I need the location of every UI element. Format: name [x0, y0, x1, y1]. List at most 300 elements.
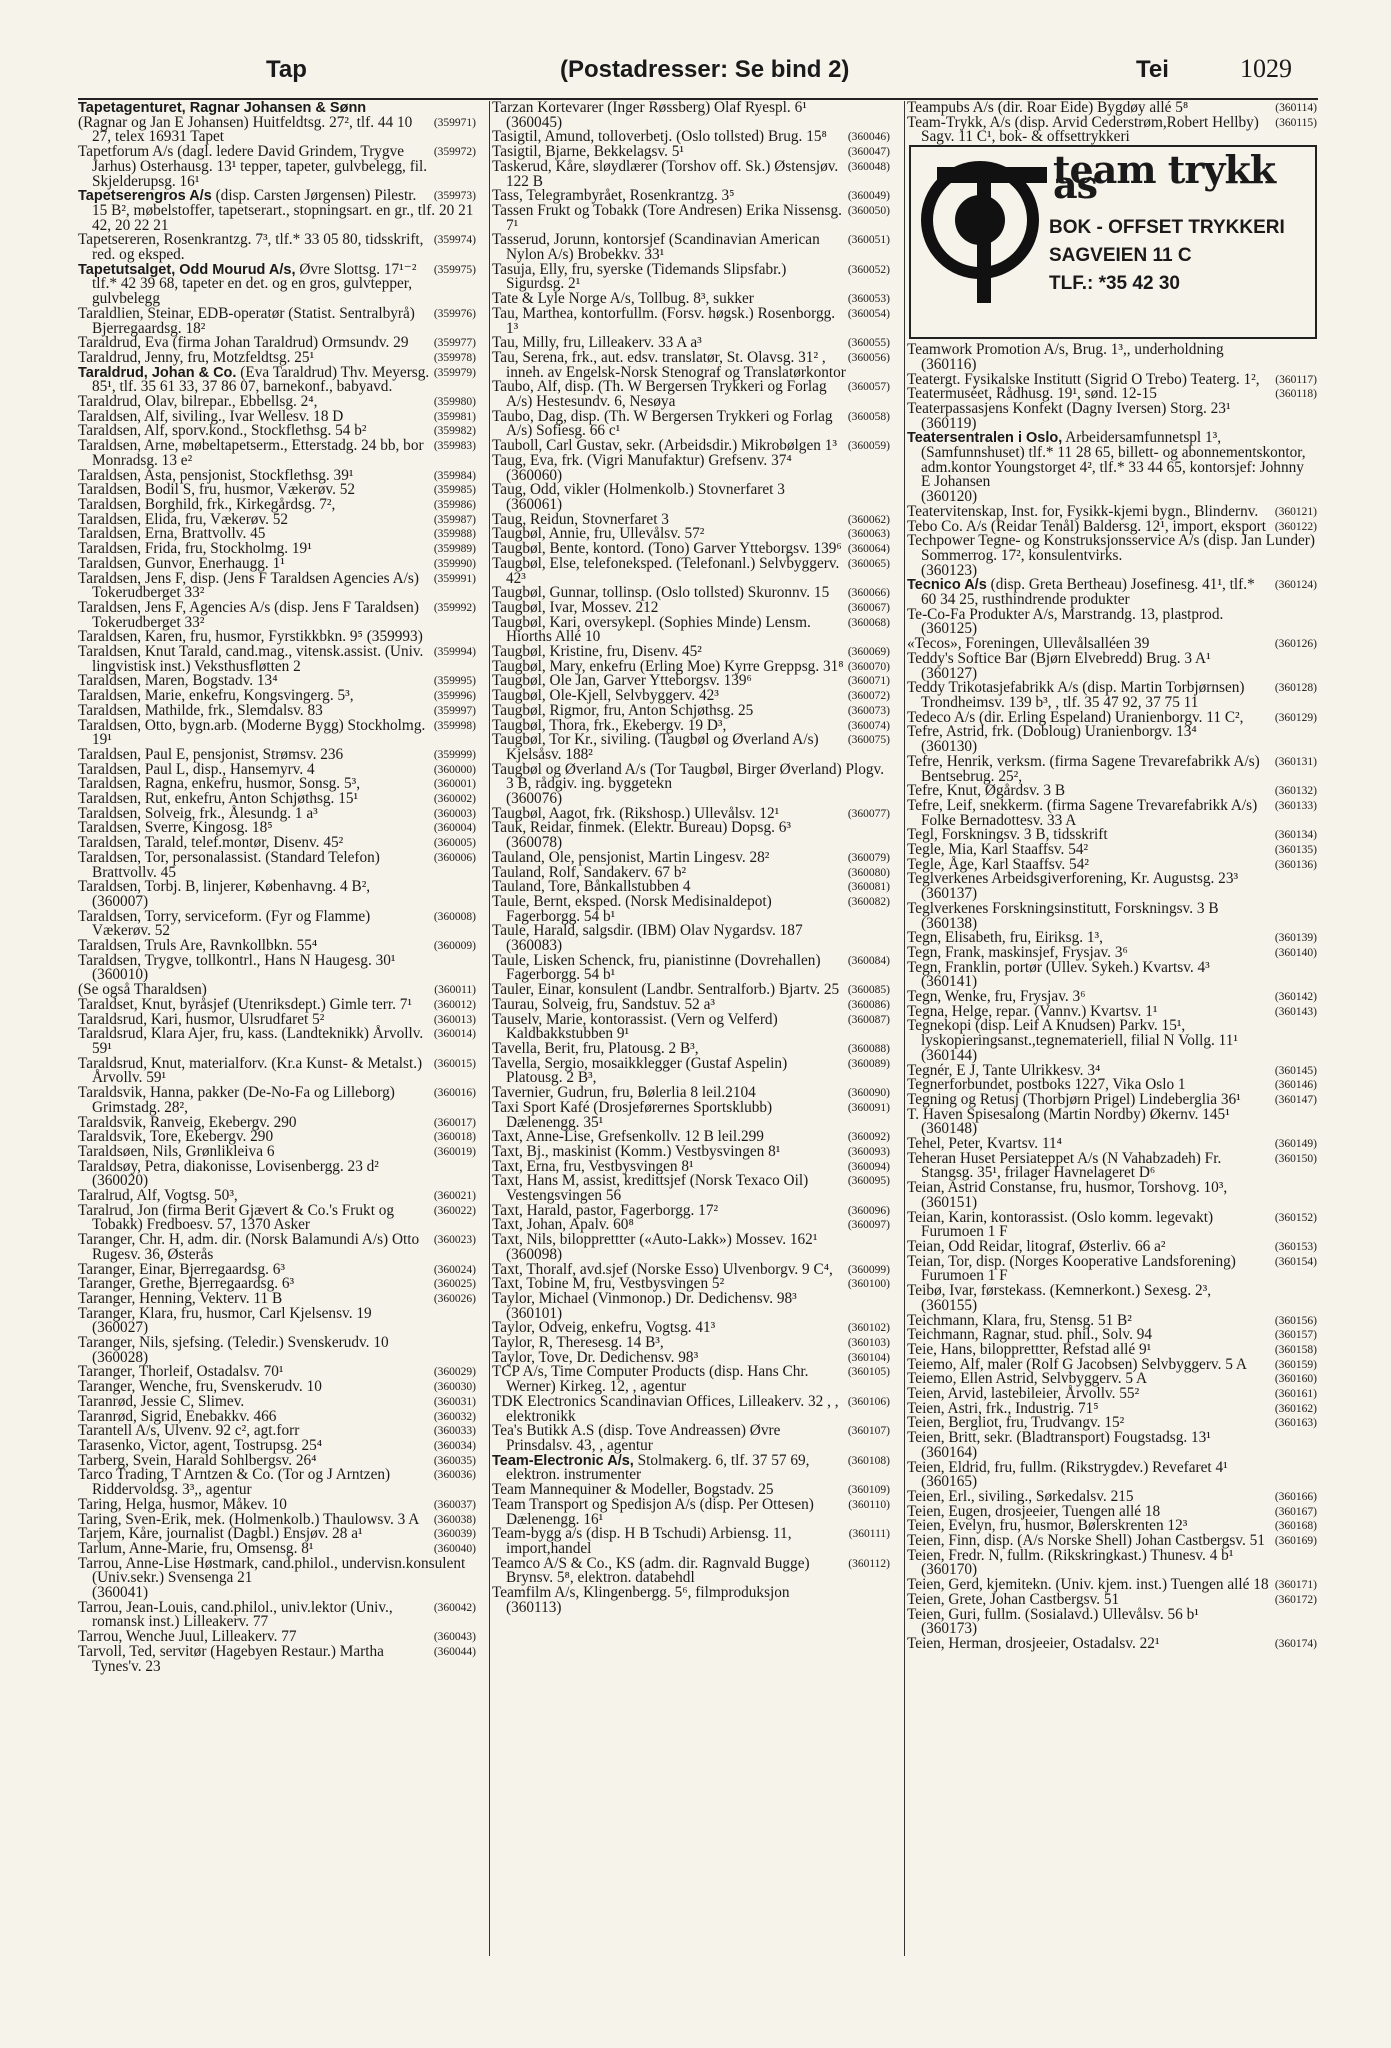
entry-number: (360133): [1274, 799, 1317, 812]
header-left-guideword: Tap: [266, 56, 307, 83]
entry-name: Teatervitenskap, Inst. for, Fysikk-kjemi bygn., Blindernv.: [907, 502, 1259, 520]
directory-entry: [907, 1634, 1317, 1652]
entry-number: (360048): [847, 160, 890, 173]
directory-entry: [492, 951, 890, 984]
entry-number: (360094): [847, 1160, 890, 1173]
directory-entry: [492, 1451, 890, 1484]
entry-name: Teheran Huset Persiateppet A/s (N Vahabzadeh) Fr. Stangsg. 35¹, frilager Havnelageret D⁶: [907, 1149, 1222, 1182]
entry-name: Tauselv, Marie, kontorassist. (Vern og Velferd) Kaldbakkstubben 9¹: [492, 1010, 778, 1043]
entry-number: (360066): [847, 587, 890, 600]
column-divider: [904, 101, 905, 1956]
entry-number: (360147): [1274, 1093, 1317, 1106]
entry-number: (360064): [847, 543, 890, 556]
entry-name: Taraldsen, Paul E, pensjonist, Strømsv. 236: [78, 745, 344, 763]
ad-line-3: TLF.: *35 42 30: [1049, 273, 1180, 295]
entry-number: (359994): [433, 646, 476, 659]
entry-name: (360138): [921, 914, 978, 932]
entry-number: (360108): [847, 1454, 890, 1467]
entry-number: (359976): [433, 307, 476, 320]
directory-entry: [492, 348, 890, 381]
entry-number: (360019): [433, 1145, 476, 1158]
entry-name: Taralrud, Jon (firma Berit Gjævert & Co.'s Frukt og Tobakk) Fredboesv. 57, 1370 Asker: [78, 1201, 395, 1234]
entry-number: (360093): [847, 1145, 890, 1158]
entry-name: Taraldsen, Maren, Bogstadv. 13⁴: [78, 672, 278, 690]
entry-number: (360099): [847, 1263, 890, 1276]
entry-name: Teien, Eugen, drosjeeier, Tuengen allé 18: [907, 1502, 1161, 1520]
ad-line-2: SAGVEIEN 11 C: [1049, 245, 1192, 267]
directory-entry: [907, 113, 1317, 146]
entry-name: Tapetagenturet, Ragnar Johansen & Sønn: [78, 101, 367, 116]
entry-number: (360008): [433, 910, 476, 923]
entry-name: Teien, Finn, disp. (A/s Norske Shell) Johan Castbergsv. 51: [907, 1532, 1265, 1550]
entry-name: Taug, Eva, frk. (Vigri Manufaktur) Grefsenv. 37⁴: [492, 451, 792, 469]
directory-entry: [492, 201, 890, 234]
entry-name: Taranrød, Jessie C, Slimev.: [78, 1392, 245, 1410]
entry-name: Taraldsen, Alf, siviling., Ivar Wellesv. 18 D: [78, 407, 344, 425]
entry-number: (360128): [1274, 682, 1317, 695]
entry-name: (360170): [921, 1561, 978, 1579]
entry-name: Taraldsen, Marie, enkefru, Kongsvingerg. 5³,: [78, 687, 354, 705]
entry-name: Techpower Tegne- og Konstruksjonsservice A/s (disp. Jan Lunder) Sommerrog. 17², konsulentvirks.: [907, 532, 1315, 564]
entry-name: Teian, Odd Reidar, litograf, Østerliv. 66 a²: [907, 1238, 1166, 1255]
directory-entry: [492, 1495, 890, 1528]
entry-name: (360041): [92, 1584, 149, 1602]
entry-number: (360158): [1274, 1343, 1317, 1356]
entry-number: (360146): [1274, 1079, 1317, 1092]
entry-name: Taranger, Nils, sjefsing. (Teledir.) Svenskerudv. 10: [78, 1334, 389, 1352]
entry-details: Stolmakerg. 6, tlf. 37 57 69, elektron. instrumenter: [506, 1451, 810, 1484]
entry-name: Taxt, Hans M, assist, kredittsjef (Norsk Texaco Oil) Vestengsvingen 56: [492, 1172, 809, 1205]
entry-name: Taubo, Dag, disp. (Th. W Bergersen Trykkeri og Forlag A/s) Sofiesg. 66 c¹: [492, 407, 833, 440]
entry-name: Tauland, Ole, pensjonist, Martin Lingesv. 28²: [492, 848, 770, 866]
directory-entry: [492, 733, 890, 762]
entry-number: (360084): [847, 954, 890, 967]
entry-name: Taraldsen, Tor, personalassist. (Standard Telefon) Brattvollv. 45: [78, 848, 380, 881]
entry-number: (360154): [1274, 1255, 1317, 1268]
entry-name: (360173): [921, 1620, 978, 1638]
entry-number: (360118): [1275, 388, 1317, 401]
entry-name: Taraldsen, Rut, enkefru, Anton Schjøthsg. 15¹: [78, 790, 359, 808]
entry-name: (360078): [506, 834, 563, 852]
entry-number: (360160): [1274, 1373, 1317, 1386]
entry-number: (360005): [433, 837, 476, 850]
entry-name: Taranger, Chr. H, adm. dir. (Norsk Balamundi A/s) Otto Rugesv. 36, Østerås: [78, 1231, 420, 1263]
entry-name: Taraldsrud, Klara Ajer, fru, kass. (Landteknikk) Årvollv. 59¹: [78, 1025, 424, 1057]
entry-name: (360098): [506, 1245, 563, 1263]
entry-name: Teamco A/S & Co., KS (adm. dir. Ragnvald Bugge) Brynsv. 5⁸, elektron. databehdl: [492, 1554, 810, 1587]
entry-number: (360169): [1274, 1535, 1317, 1548]
entry-name: Teien, Arvid, lastebileier, Årvollv. 55²: [907, 1385, 1140, 1403]
entry-name: Teien, Grete, Johan Castbergsv. 51: [907, 1590, 1120, 1608]
entry-number: (360088): [847, 1043, 890, 1055]
directory-entry: [492, 407, 890, 440]
entry-name: Taug, Odd, vikler (Holmenkolb.) Stovnerfaret 3: [492, 481, 785, 499]
entry-name: Taugbøl, Annie, fru, Ullevålsv. 57²: [492, 525, 705, 543]
directory-entry: [492, 1098, 890, 1131]
directory-entry: [492, 1527, 890, 1556]
entry-details: Arbeidersamfunnetspl 1³, (Samfunnshuset) tlf.* 11 28 65, billett- og abonnementskontor, adm.kontor Youngstorget 4², tlf.* 33 44 65, kontorsjef: Johnny E Johansen: [921, 429, 1306, 491]
entry-name: (360119): [921, 414, 977, 432]
entry-name: Taraldsen, Paul L, disp., Hansemyrv. 4: [78, 760, 315, 778]
entry-details: Øvre Slottsg. 17¹⁻² tlf.* 42 39 68, tapeter en det. og en gros, gulvtepper, gulvbelegg: [92, 260, 417, 308]
directory-entry: [492, 1554, 890, 1587]
entry-number: (360033): [433, 1425, 476, 1438]
logo-t-stem: [977, 183, 991, 303]
entry-name: (360155): [921, 1296, 978, 1314]
entry-name: (360141): [921, 973, 978, 991]
entry-name: Tegle, Mia, Karl Staaffsv. 54²: [907, 841, 1089, 859]
entry-number: (360081): [847, 881, 890, 894]
entry-name: Teamwork Promotion A/s, Brug. 1³,, underholdning: [907, 341, 1224, 359]
entry-name: Tegn, Frank, maskinsjef, Frysjav. 3⁶: [907, 943, 1128, 961]
entry-name: Taraldsen, Jens F, Agencies A/s (disp. Jens F Taraldsen) Tokerudberget 33²: [78, 598, 419, 631]
entry-number: (359978): [433, 351, 476, 364]
directory-entry: [78, 113, 476, 146]
entry-name: Taraldsen, Bodil S, fru, husmor, Vækerøv. 52: [78, 481, 356, 499]
entry-name: Tegna, Helge, repar. (Vannv.) Kvartsv. 1¹: [907, 1002, 1158, 1020]
entry-number: (359998): [433, 719, 476, 732]
entry-name: TCP A/s, Time Computer Products (disp. Hans Chr. Werner) Kirkeg. 12, , agentur: [492, 1363, 809, 1396]
entry-number: (359973): [433, 190, 476, 203]
entry-number: (359979): [433, 366, 476, 379]
entry-name: Taugbøl, Tor Kr., siviling. (Taugbøl og Øverland A/s) Kjelsåsv. 188²: [492, 731, 819, 763]
team-trykk-advertisement: [909, 145, 1317, 339]
directory-entry: [492, 613, 890, 646]
entry-number: (360171): [1274, 1579, 1317, 1592]
entry-name: Taraldsen, Alf, sporv.kond., Stockflethsg. 54 b²: [78, 422, 367, 440]
entry-number: (360068): [847, 616, 890, 629]
entry-name: Teamfilm A/s, Klingenbergg. 5⁶, filmproduksjon: [492, 1584, 790, 1602]
page-number: 1029: [1240, 54, 1292, 83]
entry-name: Tavella, Sergio, mosaikklegger (Gustaf Aspelin) Platousg. 2 B³,: [492, 1054, 788, 1087]
entry-number: (360018): [433, 1131, 476, 1144]
directory-entry: [492, 760, 890, 793]
entry-name: Taranger, Henning, Vekterv. 11 B: [78, 1289, 283, 1307]
directory-entry: [78, 1468, 476, 1497]
entry-name: Tegl, Forskningsv. 3 B, tidsskrift: [907, 826, 1108, 844]
entry-number: (360071): [847, 675, 890, 688]
directory-entry: [78, 1598, 476, 1631]
entry-number: (359995): [433, 675, 476, 688]
directory-entry: [78, 439, 476, 468]
entry-number: (360157): [1274, 1329, 1317, 1342]
entry-name: Tasuja, Elly, fru, syerske (Tidemands Slipsfabr.) Sigurdsg. 2¹: [492, 260, 787, 293]
entry-name: Tegn, Franklin, portør (Ullev. Sykeh.) Kvartsv. 4³: [907, 958, 1210, 976]
directory-entry: [492, 892, 890, 925]
entry-name: Taugbøl, Thora, frk., Ekebergv. 19 D³,: [492, 716, 727, 734]
entry-number: (359980): [433, 396, 476, 409]
directory-entry: [907, 1149, 1317, 1182]
logo-t-bar: [937, 167, 1047, 183]
entry-number: (360062): [847, 513, 890, 526]
entry-name: Tapetsereren, Rosenkrantzg. 7³, tlf.* 33 05 80, tidsskrift, red. og eksped.: [78, 231, 424, 264]
entry-number: (360035): [433, 1454, 476, 1467]
entry-name: Tecnico A/s: [907, 577, 987, 594]
entry-number: (360052): [847, 263, 890, 276]
entry-name: Taraldrud, Johan & Co.: [78, 364, 237, 381]
entry-name: Taugbøl, Rigmor, fru, Anton Schjøthsg. 25: [492, 701, 754, 719]
entry-name: Teian, Tor, disp. (Norges Kooperative Landsforening) Furumoen 1 F: [907, 1252, 1236, 1285]
entry-number: (360090): [847, 1087, 890, 1100]
entry-number: (360087): [847, 1013, 890, 1026]
entry-name: Teddy's Softice Bar (Bjørn Elvebredd) Brug. 3 A¹: [907, 649, 1211, 667]
directory-entry: [907, 1252, 1317, 1285]
entry-name: Teie, Hans, bilopprettter, Refstad allé 9¹: [907, 1340, 1152, 1358]
entry-number: (360009): [433, 940, 476, 953]
entry-name: Taugbøl og Øverland A/s (Tor Taugbøl, Birger Øverland) Plogv. 3 B, rådgiv. ing. byggetekn: [492, 760, 885, 793]
entry-name: Tauler, Einar, konsulent (Landbr. Sentralforb.) Bjartv. 25: [492, 981, 840, 999]
entry-name: Taugbøl, Else, telefoneksped. (Telefonanl.) Selvbyggerv. 42³: [492, 554, 840, 587]
entry-name: Taule, Lisken Schenck, fru, pianistinne (Dovrehallen) Fagerborgg. 54 b¹: [492, 951, 821, 984]
entry-name: Taylor, Odveig, enkefru, Vogtsg. 41³: [492, 1319, 716, 1337]
directory-entry: [492, 1054, 890, 1087]
entry-number: (360097): [847, 1219, 890, 1232]
entry-name: Te-Co-Fa Produkter A/s, Marstrandg. 13, plastprod.: [907, 605, 1224, 623]
entry-number: (360067): [847, 601, 890, 614]
entry-name: Tefre, Knut, Øgårdsv. 3 B: [907, 782, 1066, 800]
entry-name: Taraldsen, Tarald, telef.montør, Disenv. 45²: [78, 834, 344, 852]
entry-name: Tauland, Tore, Bånkallstubben 4: [492, 878, 691, 896]
entry-name: Teichmann, Klara, fru, Stensg. 51 B²: [907, 1311, 1132, 1329]
entry-name: (360120): [921, 488, 978, 506]
entry-number: (360051): [847, 234, 890, 247]
entry-name: Taraldsrud, Kari, husmor, Ulsrudfaret 5²: [78, 1010, 325, 1028]
entry-name: Taraldsen, Asta, pensjonist, Stockflethsg. 39¹: [78, 466, 354, 484]
entry-name: Taranger, Grethe, Bjerregaardsg. 6³: [78, 1275, 295, 1293]
entry-name: Taraldlien, Steinar, EDB-operatør (Statist. Sentralbyrå) Bjerregaardsg. 18²: [78, 304, 415, 337]
entry-name: Taule, Bernt, eksped. (Norsk Medisinaldepot) Fagerborgg. 54 b¹: [492, 892, 772, 925]
column-3-top-entries: [907, 101, 1317, 145]
entry-name: Taraldsen, Erna, Brattvollv. 45: [78, 525, 266, 543]
entry-number: (360016): [433, 1087, 476, 1100]
entry-name: Taraldsen, Jens F, disp. (Jens F Taraldsen Agencies A/s) Tokerudberget 33²: [78, 569, 419, 602]
entry-number: (360021): [433, 1190, 476, 1203]
entry-number: (359999): [433, 748, 476, 761]
entry-name: (360113): [506, 1598, 562, 1616]
entry-name: Teatermuséet, Rådhusg. 19¹, sønd. 12-15: [907, 385, 1157, 403]
entry-number: (360059): [847, 440, 890, 453]
directory-entry: [492, 380, 890, 409]
entry-name: Taylor, Tove, Dr. Dedichensv. 98³: [492, 1348, 699, 1366]
directory-entry: [78, 1054, 476, 1087]
entry-number: (360031): [433, 1395, 476, 1408]
entry-name: Taraldsvik, Ranveig, Ekebergv. 290: [78, 1113, 297, 1131]
entry-name: Tarzan Kortevarer (Inger Røssberg) Olaf Ryespl. 6¹: [492, 101, 807, 116]
directory-entry: [78, 233, 476, 262]
entry-name: Tauboll, Carl Gustav, sekr. (Arbeidsdir.) Mikrobølgen 1³: [492, 437, 837, 455]
entry-name: Teien, Bergliot, fru, Trudvangv. 15²: [907, 1414, 1125, 1432]
entry-name: (360165): [921, 1473, 978, 1491]
entry-name: Team Transport og Spedisjon A/s (disp. Per Ottesen) Dælenengg. 16¹: [492, 1495, 814, 1528]
entry-number: (360006): [433, 851, 476, 864]
entry-number: (360100): [847, 1278, 890, 1291]
entry-name: Taraldsen, Sverre, Kingosg. 18⁵: [78, 819, 273, 837]
entry-name: (360060): [506, 466, 563, 484]
entry-number: (360026): [433, 1292, 476, 1305]
entry-name: Tarrou, Anne-Lise Høstmark, cand.philol., undervisn.konsulent (Univ.sekr.) Svensenga 21: [78, 1554, 466, 1587]
entry-name: Tavernier, Gudrun, fru, Bølerlia 8 leil.2104: [492, 1084, 756, 1102]
entry-number: (360168): [1274, 1520, 1317, 1533]
entry-name: Tarantell A/s, Ulvenv. 92 c², agt.forr: [78, 1422, 300, 1440]
entry-name: Team-bygg a/s (disp. H B Tschudi) Arbiensg. 11, import,handel: [492, 1525, 792, 1557]
entry-name: Tarjem, Kåre, journalist (Dagbl.) Ensjøv. 28 a¹: [78, 1525, 363, 1543]
entry-number: (360086): [847, 998, 890, 1011]
entry-name: Taraldsen, Karen, fru, husmor, Fyrstikkbkn. 9⁵ (359993): [78, 628, 423, 646]
entry-name: Tasigtil, Bjarne, Bekkelagsv. 5¹: [492, 143, 684, 161]
entry-number: (360024): [433, 1263, 476, 1276]
entry-name: Taraldsen, Mathilde, frk., Slemdalsv. 83: [78, 701, 323, 719]
entry-name: Taugbøl, Ole Jan, Garver Ytteborgsv. 139⁶: [492, 672, 752, 690]
entry-name: Taraldsøy, Petra, diakonisse, Lovisenbergg. 23 d²: [78, 1157, 379, 1175]
entry-name: Taraldsvik, Hanna, pakker (De-No-Fa og Lilleborg) Grimstadg. 28²,: [78, 1084, 395, 1116]
entry-number: (360156): [1274, 1314, 1317, 1327]
entry-number: (360001): [433, 778, 476, 791]
entry-name: Taug, Reidun, Stovnerfaret 3: [492, 510, 669, 528]
entry-name: Tauk, Reidar, finmek. (Elektr. Bureau) Dopsg. 6³: [492, 819, 791, 837]
entry-name: Taraldsen, Ragna, enkefru, husmor, Sonsg. 5³,: [78, 775, 361, 793]
entry-name: (360164): [921, 1443, 978, 1461]
entry-number: (360139): [1274, 932, 1317, 945]
column-3: [907, 101, 1317, 1956]
entry-name: (360130): [921, 738, 978, 756]
directory-entry: [907, 534, 1317, 563]
entry-name: Tarvoll, Ted, servitør (Hagebyen Restaur.) Martha Tynes'v. 23: [78, 1642, 384, 1675]
entry-name: Taring, Helga, husmor, Måkev. 10: [78, 1495, 287, 1513]
entry-name: TDK Electronics Scandinavian Offices, Lilleakerv. 32 , , elektronikk: [492, 1392, 839, 1425]
directory-entry: [78, 598, 476, 631]
entry-name: (360061): [506, 495, 563, 513]
entry-name: Teien, Evelyn, fru, husmor, Bølerskrenten 12³: [907, 1517, 1188, 1535]
entry-number: (360073): [847, 704, 890, 717]
directory-entry: [78, 645, 476, 674]
entry-name: Teien, Eldrid, fru, fullm. (Rikstrygdev.) Revefaret 4¹: [907, 1458, 1228, 1476]
entry-number: (360058): [847, 410, 890, 423]
entry-name: Tebo Co. A/s (Reidar Tenål) Baldersg. 12¹, import, eksport: [907, 517, 1267, 535]
directory-entry: [78, 716, 476, 749]
entry-number: (360166): [1274, 1490, 1317, 1503]
directory-entry: [78, 1642, 476, 1675]
entry-name: Taraldsen, Otto, bygn.arb. (Moderne Bygg) Stockholmg. 19¹: [78, 716, 426, 749]
entry-name: Teien, Gerd, kjemitekn. (Univ. kjem. inst.) Tuengen allé 18: [907, 1576, 1269, 1594]
entry-number: (360080): [847, 866, 890, 879]
directory-entry: [492, 233, 890, 262]
column-3-entries: [907, 343, 1317, 1652]
entry-number: (360011): [434, 984, 476, 997]
entry-number: (360054): [847, 307, 890, 320]
entry-name: Taugbøl, Mary, enkefru (Erling Moe) Kyrre Greppsg. 31⁸: [492, 657, 844, 675]
entry-number: (359971): [433, 116, 476, 129]
entry-number: (359984): [433, 469, 476, 482]
entry-name: Tasigtil, Amund, tolloverbetj. (Oslo tollsted) Brug. 15⁸: [492, 128, 827, 146]
entry-number: (360161): [1274, 1388, 1317, 1401]
entry-name: Teibø, Ivar, førstekass. (Kemnerkont.) Sexesg. 2³,: [907, 1282, 1212, 1300]
directory-entry: [492, 554, 890, 587]
entry-name: Taule, Harald, salgsdir. (IBM) Olav Nygardsv. 187: [492, 922, 803, 940]
entry-number: (360053): [847, 293, 890, 306]
entry-number: (360039): [433, 1528, 476, 1541]
entry-number: (360055): [847, 337, 890, 350]
directory-entry: [907, 752, 1317, 785]
entry-name: Teian, Astrid Constanse, fru, husmor, Torshovg. 10³,: [907, 1179, 1228, 1197]
entry-number: (360040): [433, 1542, 476, 1555]
entry-number: (359985): [433, 484, 476, 497]
entry-number: (360044): [433, 1645, 476, 1658]
entry-number: (360036): [433, 1469, 476, 1482]
entry-name: Taxt, Harald, pastor, Fagerborgg. 17²: [492, 1201, 719, 1219]
entry-name: Taugbøl, Gunnar, tollinsp. (Oslo tollsted) Skuronnv. 15: [492, 584, 830, 602]
entry-name: Tea's Butikk A.S (disp. Tove Andreassen) Øvre Prinsdalsv. 43, , agentur: [492, 1422, 781, 1454]
entry-number: (360002): [433, 793, 476, 806]
entry-name: Taugbøl, Ivar, Mossev. 212: [492, 598, 659, 616]
entry-number: (360089): [847, 1057, 890, 1070]
directory-entry: [492, 1598, 890, 1616]
directory-entry: [78, 569, 476, 602]
entry-name: Tarasenko, Victor, agent, Tostrupsg. 25⁴: [78, 1436, 323, 1454]
column-2: [492, 101, 890, 1956]
entry-number: (359987): [433, 513, 476, 526]
entry-number: (360095): [847, 1175, 890, 1188]
entry-name: Tarco Trading, T Arntzen & Co. (Tor og J Arntzen) Riddervoldsg. 3³,, agentur: [78, 1466, 391, 1499]
entry-number: (360047): [847, 146, 890, 159]
entry-number: (360022): [433, 1204, 476, 1217]
entry-name: (360137): [921, 885, 978, 903]
entry-number: (359982): [433, 425, 476, 438]
entry-name: Team-Electronic A/s,: [492, 1452, 634, 1469]
entry-number: (360102): [847, 1322, 890, 1335]
entry-number: (360135): [1274, 844, 1317, 857]
entry-number: (360014): [433, 1028, 476, 1041]
entry-number: (360056): [847, 351, 890, 364]
entry-number: (360162): [1274, 1402, 1317, 1415]
entry-number: (360072): [847, 690, 890, 703]
entry-name: «Tecos», Foreningen, Ullevålsalléen 39: [907, 635, 1150, 653]
entry-name: Taralrud, Alf, Vogtsg. 50³,: [78, 1187, 238, 1205]
entry-name: Taxi Sport Kafé (Drosjeførernes Sportsklubb) Dælenengg. 35¹: [492, 1098, 773, 1131]
entry-number: (360163): [1274, 1417, 1317, 1430]
entry-name: (360127): [921, 664, 978, 682]
entry-number: (360057): [847, 381, 890, 394]
entry-number: (360131): [1274, 755, 1317, 768]
entry-name: Taraldsen, Solveig, frk., Ålesundg. 1 a³: [78, 804, 318, 822]
entry-name: Tauland, Rolf, Sandakerv. 67 b²: [492, 863, 687, 881]
entry-number: (360124): [1274, 579, 1317, 592]
entry-number: (360136): [1274, 858, 1317, 871]
entry-number: (360126): [1274, 638, 1317, 651]
entry-name: Taraldset, Knut, byråsjef (Utenriksdept.) Gimle terr. 7¹: [78, 995, 412, 1013]
entry-number: (360085): [847, 984, 890, 997]
directory-entry: [78, 304, 476, 337]
entry-name: Teien, Guri, fullm. (Sosialavd.) Ullevålsv. 56 b¹: [907, 1605, 1199, 1623]
directory-entry: [492, 304, 890, 337]
entry-details: (Eva Taraldrud) Thv. Meyersg. 85¹, tlf. 35 61 33, 37 86 07, barnekonf., babyavd.: [92, 363, 430, 396]
entry-number: (360000): [433, 763, 476, 776]
entry-number: (360140): [1274, 946, 1317, 959]
entry-number: (360150): [1274, 1152, 1317, 1165]
entry-name: Taxt, Bj., maskinist (Komm.) Vestbysvingen 8¹: [492, 1142, 781, 1160]
directory-entry: [78, 1554, 476, 1587]
directory-entry: [78, 1233, 476, 1262]
entry-number: (359992): [433, 601, 476, 614]
entry-name: Taylor, Michael (Vinmonop.) Dr. Dedichensv. 98³: [492, 1289, 797, 1307]
entry-name: Teiemo, Alf, maler (Rolf G Jacobsen) Selvbyggerv. 5 A: [907, 1355, 1247, 1373]
entry-name: Teglverkenes Forskningsinstitutt, Forskningsv. 3 B: [907, 899, 1219, 917]
entry-name: Team Mannequiner & Modeller, Bogstadv. 25: [492, 1481, 774, 1499]
entry-name: Teichmann, Ragnar, stud. phil., Solv. 94: [907, 1326, 1153, 1344]
entry-name: Taugbøl, Ole-Kjell, Selvbyggerv. 42³: [492, 687, 719, 705]
entry-name: Teatersentralen i Oslo,: [907, 430, 1063, 447]
entry-name: Taraldsen, Frida, fru, Stockholmg. 19¹: [78, 540, 312, 558]
entry-number: (359972): [433, 146, 476, 159]
